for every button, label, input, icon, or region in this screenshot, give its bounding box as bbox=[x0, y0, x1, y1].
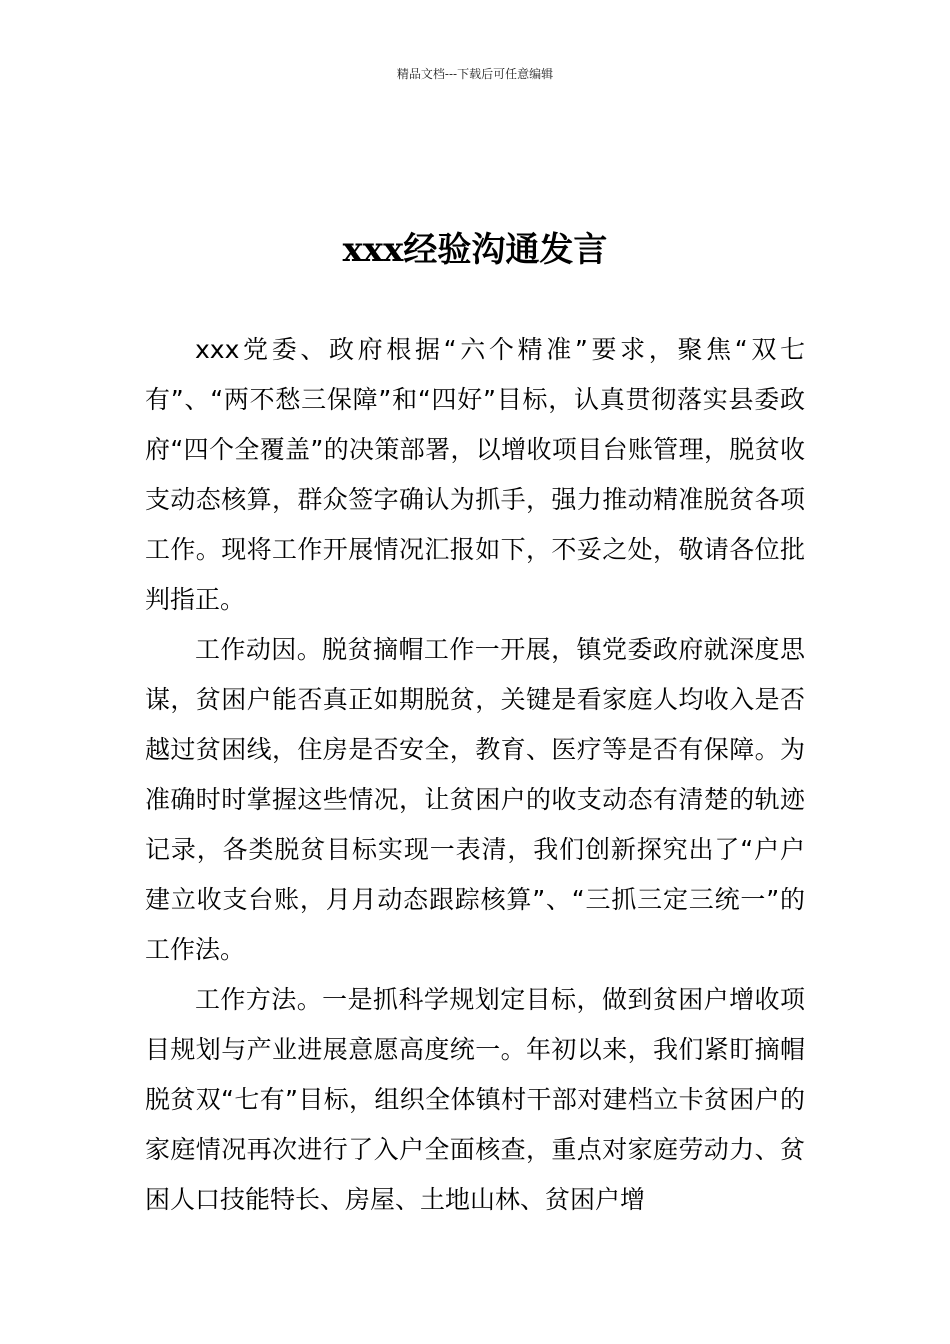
page-header-watermark: 精品文档---下载后可任意编辑 bbox=[396, 67, 554, 81]
paragraph-method: 工作方法。一是抓科学规划定目标，做到贫困户增收项目规划与产业进展意愿高度统一。年初以来，我们紧盯摘帽脱贫双“七有”目标，组织全体镇村干部对建档立卡贫困户的家庭情况再次进行了入户全面核查，重点对家庭劳动力、贫困人口技能特长、房屋、土地山林、贫困户增 bbox=[145, 985, 805, 1214]
paragraph-intro: xxx党委、政府根据“六个精准”要求，聚焦“双七有”、“两不愁三保障”和“四好”目标，认真贯彻落实县委政府“四个全覆盖”的决策部署，以增收项目台账管理，脱贫收支动态核算，群众签字确认为抓手，强力推动精准脱贫各项工作。现将工作开展情况汇报如下，不妥之处，敬请各位批判指正。 bbox=[145, 335, 805, 614]
document-title: xxx经验沟通发言 bbox=[342, 230, 608, 270]
document-body bbox=[145, 325, 805, 1225]
paragraph-motivation: 工作动因。脱贫摘帽工作一开展，镇党委政府就深度思谋，贫困户能否真正如期脱贫，关键是看家庭人均收入是否越过贫困线，住房是否安全，教育、医疗等是否有保障。为准确时时掌握这些情况，让贫困户的收支动态有清楚的轨迹记录，各类脱贫目标实现一表清，我们创新探究出了“户户建立收支台账，月月动态跟踪核算”、“三抓三定三统一”的工作法。 bbox=[145, 635, 805, 964]
